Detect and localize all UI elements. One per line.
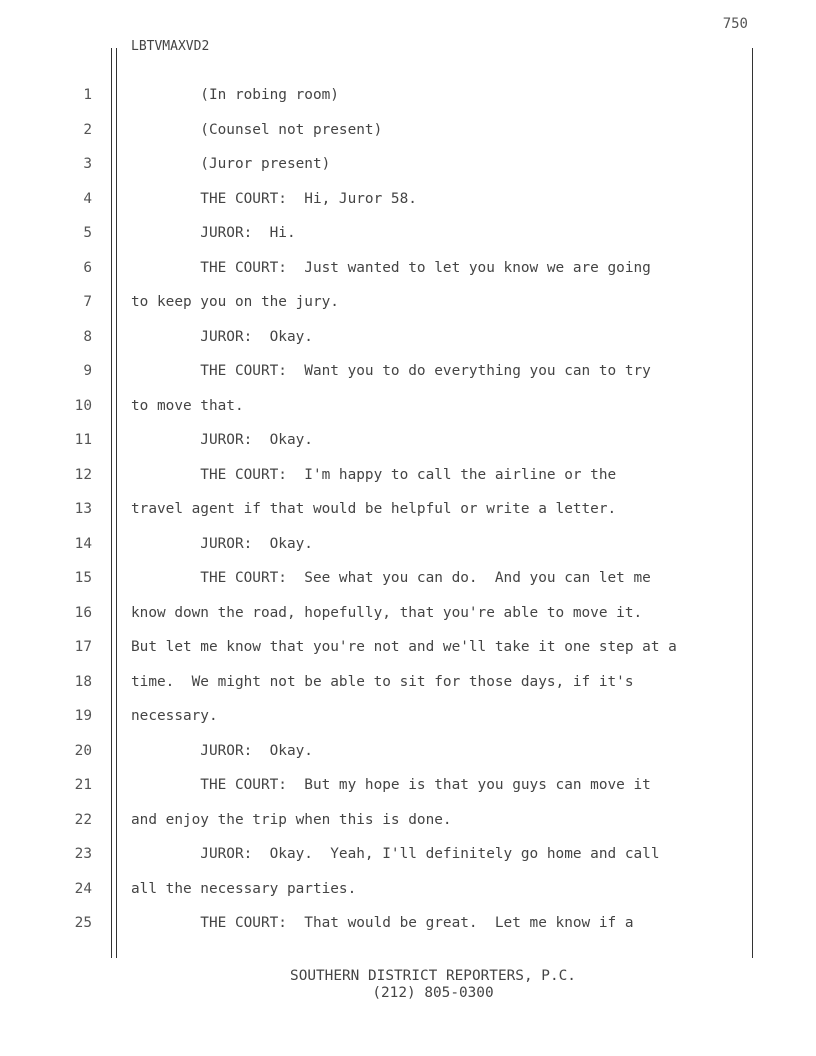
line-text: all the necessary parties. (131, 880, 357, 897)
case-id: LBTVMAXVD2 (131, 39, 210, 54)
transcript-line (0, 636, 816, 671)
transcript-line (0, 843, 816, 878)
line-number: 15 (74, 570, 92, 586)
line-number: 18 (74, 673, 92, 690)
transcript-lines (0, 84, 816, 947)
line-number: 10 (74, 397, 92, 414)
line-text: JUROR: Okay. (131, 432, 313, 448)
transcript-line (0, 188, 816, 223)
line-number: 3 (83, 156, 92, 172)
transcript-line (0, 878, 816, 913)
line-number: 17 (74, 639, 92, 655)
line-text: THE COURT: Want you to do everything you can to try (131, 363, 651, 379)
transcript-line (0, 326, 816, 361)
line-text: and enjoy the trip when this is done. (131, 811, 452, 828)
page-number: 750 (722, 16, 748, 32)
line-text: THE COURT: Just wanted to let you know we are going (131, 259, 651, 276)
line-number: 11 (74, 432, 92, 448)
transcript-line (0, 291, 816, 326)
transcript-line (0, 153, 816, 188)
transcript-line (0, 671, 816, 706)
transcript-line (0, 222, 816, 257)
transcript-line (0, 740, 816, 775)
line-text: THE COURT: See what you can do. And you can let me (131, 570, 651, 586)
line-text: to move that. (131, 397, 244, 414)
line-number: 7 (83, 294, 92, 310)
transcript-line (0, 395, 816, 430)
line-number: 20 (74, 742, 92, 759)
line-text: THE COURT: Hi, Juror 58. (131, 190, 417, 207)
transcript-line (0, 429, 816, 464)
line-text: (Juror present) (131, 156, 331, 172)
line-text: THE COURT: That would be great. Let me know if a (131, 915, 634, 931)
line-number: 19 (74, 708, 92, 724)
line-number: 21 (74, 777, 92, 793)
line-number: 22 (74, 811, 92, 828)
line-text: time. We might not be able to sit for those days, if it's (131, 673, 634, 690)
line-number: 24 (74, 880, 92, 897)
line-text: JUROR: Okay. (131, 742, 313, 759)
line-number: 12 (74, 466, 92, 483)
line-text: THE COURT: I'm happy to call the airline or the (131, 466, 617, 483)
line-text: But let me know that you're not and we'll take it one step at a (131, 639, 677, 655)
transcript-line (0, 774, 816, 809)
line-text: necessary. (131, 708, 218, 724)
line-number: 1 (83, 87, 92, 103)
transcript-line (0, 602, 816, 637)
transcript-line (0, 498, 816, 533)
line-text: (In robing room) (131, 87, 339, 103)
line-number: 25 (74, 915, 92, 931)
line-text: (Counsel not present) (131, 121, 383, 138)
transcript-line (0, 705, 816, 740)
line-number: 14 (74, 535, 92, 552)
line-number: 23 (74, 846, 92, 862)
line-number: 5 (83, 225, 92, 241)
transcript-line (0, 464, 816, 499)
transcript-line (0, 912, 816, 947)
reporter-phone: (212) 805-0300 (372, 985, 494, 1001)
line-number: 13 (74, 501, 92, 517)
line-text: THE COURT: But my hope is that you guys can move it (131, 777, 651, 793)
transcript-line (0, 84, 816, 119)
transcript-line (0, 257, 816, 292)
reporter-name: SOUTHERN DISTRICT REPORTERS, P.C. (290, 968, 576, 984)
line-text: JUROR: Okay. Yeah, I'll definitely go home and call (131, 846, 660, 862)
transcript-line (0, 360, 816, 395)
line-number: 4 (83, 190, 92, 207)
line-number: 2 (83, 121, 92, 138)
transcript-line (0, 567, 816, 602)
line-text: know down the road, hopefully, that you're able to move it. (131, 604, 643, 621)
line-number: 6 (83, 259, 92, 276)
line-text: JUROR: Hi. (131, 225, 296, 241)
line-text: travel agent if that would be helpful or write a letter. (131, 501, 617, 517)
line-text: JUROR: Okay. (131, 328, 313, 345)
line-number: 16 (74, 604, 92, 621)
transcript-line (0, 119, 816, 154)
line-text: to keep you on the jury. (131, 294, 339, 310)
line-number: 9 (83, 363, 92, 379)
line-number: 8 (83, 328, 92, 345)
transcript-line (0, 809, 816, 844)
page-footer (0, 968, 816, 1002)
transcript-line (0, 533, 816, 568)
line-text: JUROR: Okay. (131, 535, 313, 552)
